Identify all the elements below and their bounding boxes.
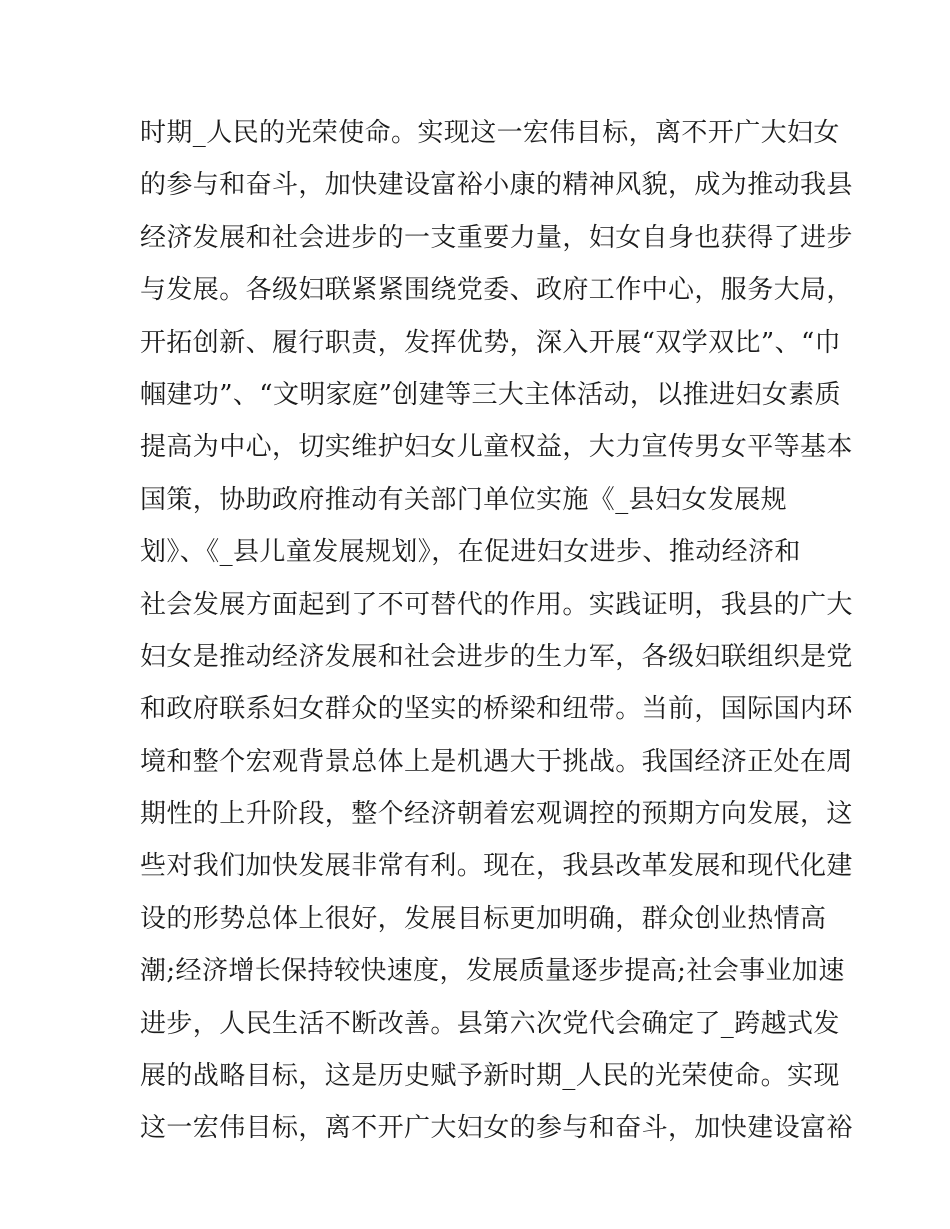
text-line: 期性的上升阶段，整个经济朝着宏观调控的预期方向发展，这 [140, 799, 853, 830]
text-line: 潮;经济增长保持较快速度，发展质量逐步提高;社会事业加速 [140, 956, 845, 987]
body-text [140, 107, 853, 1155]
text-line: 展的战略目标，这是历史赋予新时期_人民的光荣使命。实现 [140, 1061, 840, 1092]
text-line: 进步，人民生活不断改善。县第六次党代会确定了_跨越式发 [140, 1008, 840, 1039]
text-line: 划》、《_县儿童发展规划》，在促进妇女进步、推动经济和 [140, 537, 801, 568]
text-line: 开拓创新、履行职责，发挥优势，深入开展“双学双比”、“巾 [140, 327, 842, 358]
text-line: 境和整个宏观背景总体上是机遇大于挑战。我国经济正处在周 [140, 746, 853, 777]
text-line: 帼建功”、“文明家庭”创建等三大主体活动，以推进妇女素质 [140, 379, 842, 410]
text-line: 提高为中心，切实维护妇女儿童权益，大力宣传男女平等基本 [140, 432, 853, 463]
text-line: 时期_人民的光荣使命。实现这一宏伟目标，离不开广大妇女 [140, 118, 840, 148]
text-line: 这一宏伟目标，离不开广大妇女的参与和奋斗，加快建设富裕 [140, 1113, 853, 1144]
text-line: 些对我们加快发展非常有利。现在，我县改革发展和现代化建 [140, 851, 853, 882]
text-line: 与发展。各级妇联紧紧围绕党委、政府工作中心，服务大局， [140, 275, 853, 306]
text-line: 设的形势总体上很好，发展目标更加明确，群众创业热情高 [140, 903, 827, 934]
text-line: 妇女是推动经济发展和社会进步的生力军，各级妇联组织是党 [140, 641, 853, 672]
text-line: 经济发展和社会进步的一支重要力量，妇女自身也获得了进步 [140, 222, 853, 253]
text-line: 和政府联系妇女群众的坚实的桥梁和纽带。当前，国际国内环 [140, 694, 853, 725]
text-line: 的参与和奋斗，加快建设富裕小康的精神风貌，成为推动我县 [140, 170, 853, 201]
text-line: 社会发展方面起到了不可替代的作用。实践证明，我县的广大 [140, 589, 853, 620]
text-line: 国策，协助政府推动有关部门单位实施《_县妇女发展规 [140, 484, 788, 515]
